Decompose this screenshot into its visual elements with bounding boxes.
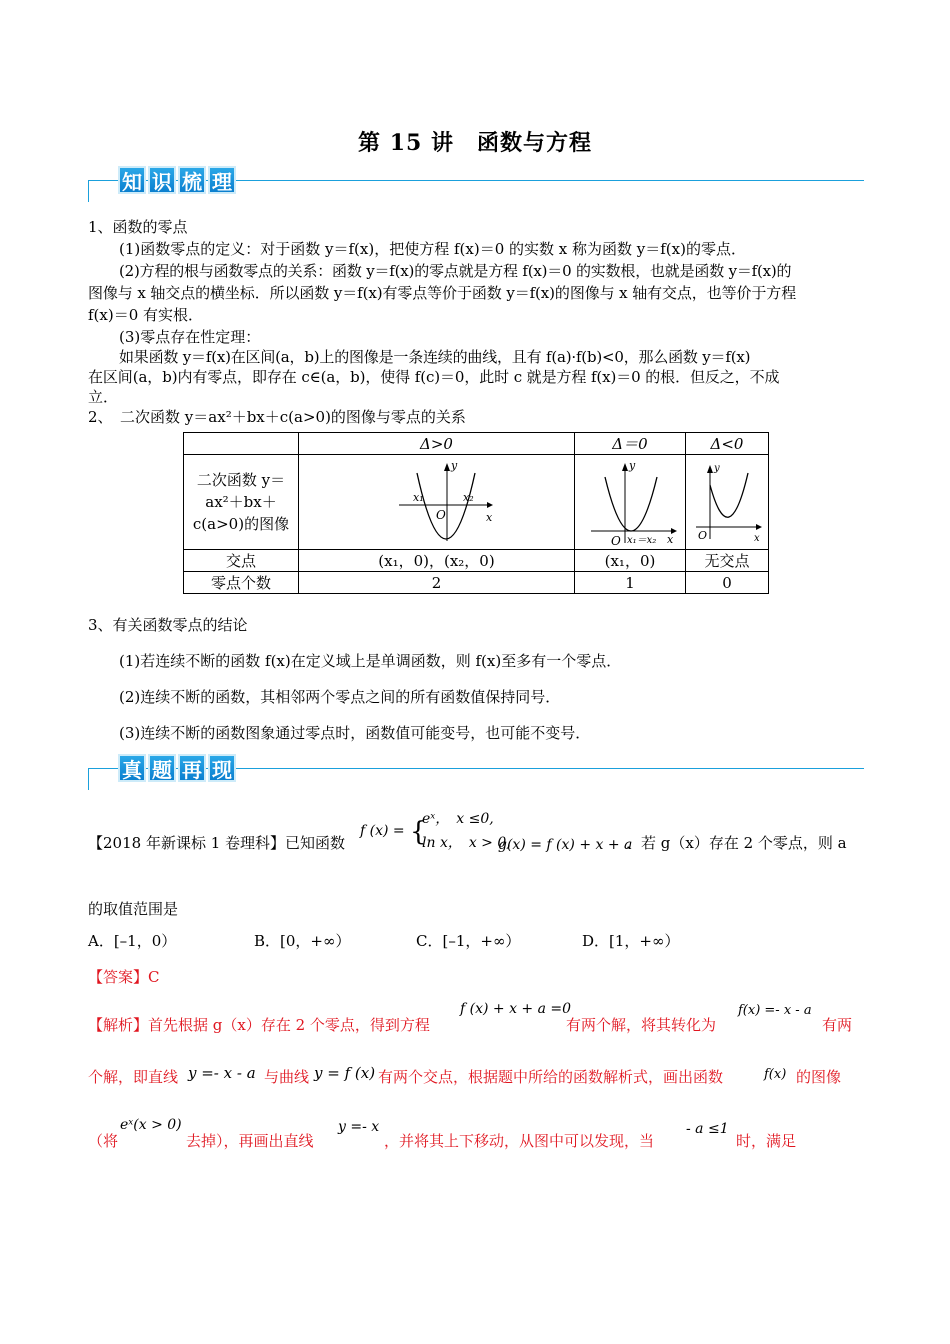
piecewise-brace: { — [410, 817, 427, 847]
section1-p3-line1: 如果函数 y＝f(x)在区间(a，b)上的图像是一条连续的曲线，且有 f(a)·f(b)<0，那么函数 y＝f(x) — [119, 348, 751, 366]
axis-y-label: y — [451, 459, 458, 472]
table-cell: 无交点 — [686, 550, 769, 572]
banner-char: 再 — [178, 754, 206, 782]
row-label-line: 二次函数 y＝ — [196, 471, 286, 489]
analysis-math: eˣ(x > 0) — [120, 1117, 182, 1133]
option-d: D．[1，+∞） — [582, 932, 680, 950]
option-b: B．[0，+∞） — [254, 932, 351, 950]
section1-p3-heading: (3)零点存在性定理： — [119, 328, 261, 346]
table-cell: 0 — [686, 572, 769, 594]
table-cell: (x₁，0) — [575, 550, 686, 572]
answer: 【答案】C — [88, 968, 160, 986]
analysis-math: f(x) — [764, 1067, 787, 1082]
table-header: Δ<0 — [686, 433, 769, 455]
table-header: Δ＝0 — [575, 433, 686, 455]
section-banner-knowledge — [88, 168, 864, 202]
axis-y-label: y — [714, 463, 720, 474]
section-banner-exam — [88, 756, 864, 790]
analysis-text: ，并将其上下移动，从图中可以发现，当 — [384, 1132, 655, 1150]
option-a: A．[–1，0） — [88, 932, 177, 950]
parabola-no-root-graph — [686, 455, 768, 545]
axis-x-label: x — [486, 511, 493, 524]
parabola-two-roots-graph — [299, 455, 574, 545]
analysis-text: 的图像 — [796, 1068, 842, 1086]
analysis-math: y =- x - a — [188, 1064, 256, 1082]
table-header: Δ>0 — [299, 433, 575, 455]
analysis-math: y = f (x) — [314, 1064, 376, 1082]
table-cell: 1 — [575, 572, 686, 594]
page-title: 第 15 讲 函数与方程 — [358, 130, 592, 156]
origin-label: O — [611, 534, 621, 545]
section3-item: (2)连续不断的函数，其相邻两个零点之间的所有函数值保持同号． — [119, 688, 561, 706]
section1-heading: 1、函数的零点 — [88, 218, 188, 236]
parabola-one-root-graph — [575, 455, 685, 545]
analysis-text: 有两 — [822, 1016, 853, 1034]
axis-y-label: y — [629, 459, 636, 472]
axis-x-label: x — [667, 533, 674, 545]
piecewise-fx: f (x) = — [360, 823, 405, 839]
analysis-math: f (x) + x + a =0 — [460, 1001, 572, 1017]
banner-char: 梳 — [178, 166, 206, 194]
table-cell: (x₁，0)，(x₂，0) — [299, 550, 575, 572]
banner-char: 真 — [118, 754, 146, 782]
banner-char: 理 — [208, 166, 236, 194]
section1-p1: (1)函数零点的定义：对于函数 y＝f(x)，把使方程 f(x)＝0 的实数 x 称为函数 y＝f(x)的零点． — [119, 240, 746, 258]
section1-p2-line1: (2)方程的根与函数零点的关系：函数 y＝f(x)的零点就是方程 f(x)＝0 的实数根，也就是函数 y＝f(x)的 — [119, 262, 792, 280]
section3-item: (3)连续不断的函数图象通过零点时，函数值可能变号，也可能不变号． — [119, 724, 591, 742]
table-header — [184, 433, 299, 455]
section3-item: (1)若连续不断的函数 f(x)在定义域上是单调函数，则 f(x)至多有一个零点． — [119, 652, 622, 670]
analysis-text: 与曲线 — [264, 1068, 310, 1086]
analysis-math: - a ≤1 — [686, 1121, 729, 1137]
root-x1-label: x₁ — [413, 491, 424, 504]
table-row-label — [184, 455, 299, 550]
analysis-text: （将 — [88, 1132, 119, 1150]
analysis-text: 个解，即直线 — [88, 1068, 179, 1086]
option-c: C．[–1，+∞） — [416, 932, 521, 950]
banner-char: 题 — [148, 754, 176, 782]
table-cell: 2 — [299, 572, 575, 594]
root-x2-label: x₂ — [463, 491, 474, 504]
section3-heading: 3、有关函数零点的结论 — [88, 616, 248, 634]
problem-source: 【2018 年新课标 1 卷理科】已知函数 — [88, 834, 346, 852]
axis-x-label: x — [754, 533, 760, 544]
analysis-text: 【解析】首先根据 g（x）存在 2 个零点，得到方程 — [88, 1016, 430, 1034]
section2-heading: 2、 二次函数 y＝ax²＋bx＋c(a>0)的图像与零点的关系 — [88, 408, 466, 426]
section1-p2-line2: 图像与 x 轴交点的横坐标．所以函数 y＝f(x)有零点等价于函数 y＝f(x)的图像与 x 轴有交点，也等价于方程 — [88, 284, 797, 302]
section1-p3-line3: 立． — [88, 388, 119, 406]
problem-tail: ．若 g（x）存在 2 个零点，则 a — [626, 834, 847, 852]
graph-cell-no-root — [686, 455, 769, 550]
analysis-math: f(x) =- x - a — [738, 1003, 812, 1018]
section1-p3-line2: 在区间(a，b)内有零点，即存在 c∈(a，b)，使得 f(c)＝0，此时 c 就是方程 f(x)＝0 的根．但反之，不成 — [88, 368, 780, 386]
banner-char: 知 — [118, 166, 146, 194]
quadratic-zeros-table — [183, 432, 769, 594]
analysis-text: 有两个解，将其转化为 — [566, 1016, 717, 1034]
analysis-text: 有两个交点，根据题中所给的函数解析式，画出函数 — [378, 1068, 724, 1086]
table-cell: 零点个数 — [184, 572, 299, 594]
problem-line2: 的取值范围是 — [88, 900, 179, 918]
double-root-label: x₁＝x₂ — [627, 535, 657, 545]
analysis-text: 时，满足 — [736, 1132, 797, 1150]
origin-label: O — [698, 529, 708, 542]
graph-cell-one-root — [575, 455, 686, 550]
row-label-line: ax²＋bx＋ — [205, 493, 277, 511]
analysis-math: y =- x — [338, 1119, 380, 1135]
row-label-line: c(a>0)的图像 — [192, 515, 290, 533]
section1-p2-line3: f(x)＝0 有实根． — [88, 306, 204, 324]
origin-label: O — [436, 508, 446, 522]
analysis-text: 去掉），再画出直线 — [186, 1132, 314, 1150]
banner-char: 现 — [208, 754, 236, 782]
piecewise-piece: eˣ， x ≤0, — [422, 811, 494, 827]
piecewise-piece: ln x， x > 0, — [422, 835, 511, 851]
table-cell: 交点 — [184, 550, 299, 572]
banner-char: 识 — [148, 166, 176, 194]
gx-expression: g(x) = f (x) + x + a — [498, 837, 633, 853]
graph-cell-two-roots — [299, 455, 575, 550]
